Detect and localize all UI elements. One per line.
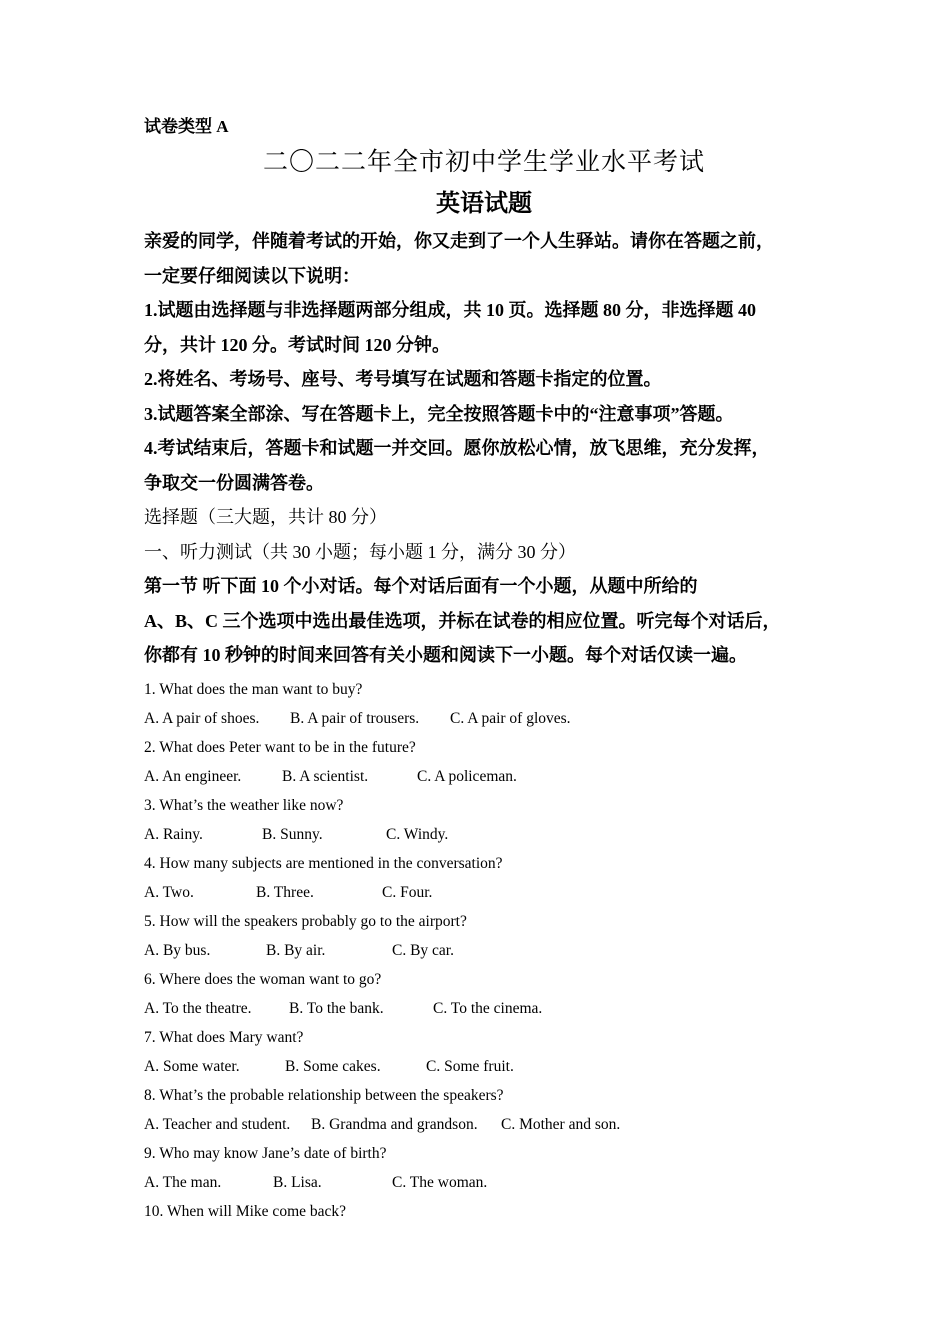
question-text: 10. When will Mike come back? bbox=[144, 1202, 347, 1220]
option-c: C. The woman. bbox=[392, 1173, 488, 1191]
instruction-line: 争取交一份圆满答卷。 bbox=[144, 472, 324, 493]
option-a: A. Rainy. bbox=[144, 825, 203, 843]
question-options bbox=[144, 1110, 824, 1139]
option-b: B. To the bank. bbox=[289, 999, 384, 1017]
question-text: 5. How will the speakers probably go to the airport? bbox=[144, 912, 467, 930]
option-a: A. Teacher and student. bbox=[144, 1115, 291, 1133]
option-b: B. Grandma and grandson. bbox=[311, 1115, 478, 1133]
direction-line: 你都有 10 秒钟的时间来回答有关小题和阅读下一小题。每个对话仅读一遍。 bbox=[144, 645, 747, 665]
option-b: B. Three. bbox=[256, 883, 314, 901]
option-c: C. Four. bbox=[382, 883, 433, 901]
instruction-line: 4.考试结束后，答题卡和试题一并交回。愿你放松心情，放飞思维，充分发挥， bbox=[144, 438, 770, 458]
section-heading-choice: 选择题（三大题，共计 80 分） bbox=[144, 507, 387, 527]
option-b: B. By air. bbox=[266, 941, 326, 959]
question-text: 8. What’s the probable relationship between the speakers? bbox=[144, 1086, 504, 1104]
option-c: C. By car. bbox=[392, 941, 454, 959]
question-options bbox=[144, 704, 824, 733]
instruction-line: 2.将姓名、考场号、座号、考号填写在试题和答题卡指定的位置。 bbox=[144, 369, 662, 389]
option-c: C. Some fruit. bbox=[426, 1057, 514, 1075]
listening-directions bbox=[144, 569, 824, 673]
instruction-line: 亲爱的同学，伴随着考试的开始，你又走到了一个人生驿站。请你在答题之前， bbox=[144, 231, 774, 251]
question-options bbox=[144, 1168, 824, 1197]
option-b: B. Lisa. bbox=[273, 1173, 322, 1191]
question-text: 4. How many subjects are mentioned in the conversation? bbox=[144, 854, 503, 872]
option-a: A. A pair of shoes. bbox=[144, 709, 260, 727]
instructions bbox=[144, 224, 824, 500]
option-b: B. Some cakes. bbox=[285, 1057, 381, 1075]
exam-title: 二〇二二年全市初中学生学业水平考试 bbox=[262, 149, 705, 176]
instruction-line: 一定要仔细阅读以下说明： bbox=[144, 265, 360, 286]
question-text: 7. What does Mary want? bbox=[144, 1028, 304, 1046]
question-options bbox=[144, 1052, 824, 1081]
option-a: A. The man. bbox=[144, 1173, 222, 1191]
option-a: A. By bus. bbox=[144, 941, 211, 959]
option-a: A. Some water. bbox=[144, 1057, 240, 1075]
option-b: B. A pair of trousers. bbox=[290, 709, 420, 727]
instruction-line: 1.试题由选择题与非选择题两部分组成，共 10 页。选择题 80 分，非选择题 40 bbox=[144, 300, 756, 320]
question-text: 2. What does Peter want to be in the future? bbox=[144, 738, 416, 756]
option-c: C. To the cinema. bbox=[433, 999, 543, 1017]
direction-line: 第一节 听下面 10 个小对话。每个对话后面有一个小题，从题中所给的 bbox=[144, 576, 698, 596]
option-a: A. Two. bbox=[144, 883, 194, 901]
option-c: C. Windy. bbox=[386, 825, 449, 843]
direction-line: A、B、C 三个选项中选出最佳选项，并标在试卷的相应位置。听完每个对话后， bbox=[144, 610, 781, 631]
question-options bbox=[144, 878, 824, 907]
option-a: A. To the theatre. bbox=[144, 999, 252, 1017]
option-b: B. A scientist. bbox=[282, 767, 369, 785]
question-list bbox=[144, 675, 824, 1226]
instruction-line: 分，共计 120 分。考试时间 120 分钟。 bbox=[144, 334, 450, 355]
part-heading-listening: 一、听力测试（共 30 小题；每小题 1 分，满分 30 分） bbox=[144, 541, 576, 562]
paper-type-label: 试卷类型 A bbox=[144, 117, 229, 136]
question-options bbox=[144, 820, 824, 849]
question-text: 1. What does the man want to buy? bbox=[144, 680, 363, 698]
question-options bbox=[144, 762, 824, 791]
option-c: C. A pair of gloves. bbox=[450, 709, 571, 727]
option-b: B. Sunny. bbox=[262, 825, 323, 843]
question-options bbox=[144, 994, 824, 1023]
option-a: A. An engineer. bbox=[144, 767, 242, 785]
question-text: 9. Who may know Jane’s date of birth? bbox=[144, 1144, 387, 1162]
exam-page bbox=[144, 112, 824, 1226]
exam-subtitle: 英语试题 bbox=[436, 191, 532, 217]
question-text: 3. What’s the weather like now? bbox=[144, 796, 344, 814]
option-c: C. A policeman. bbox=[417, 767, 517, 785]
option-c: C. Mother and son. bbox=[501, 1115, 621, 1133]
instruction-line: 3.试题答案全部涂、写在答题卡上，完全按照答题卡中的“注意事项”答题。 bbox=[144, 403, 734, 424]
question-options bbox=[144, 936, 824, 965]
question-text: 6. Where does the woman want to go? bbox=[144, 970, 382, 988]
